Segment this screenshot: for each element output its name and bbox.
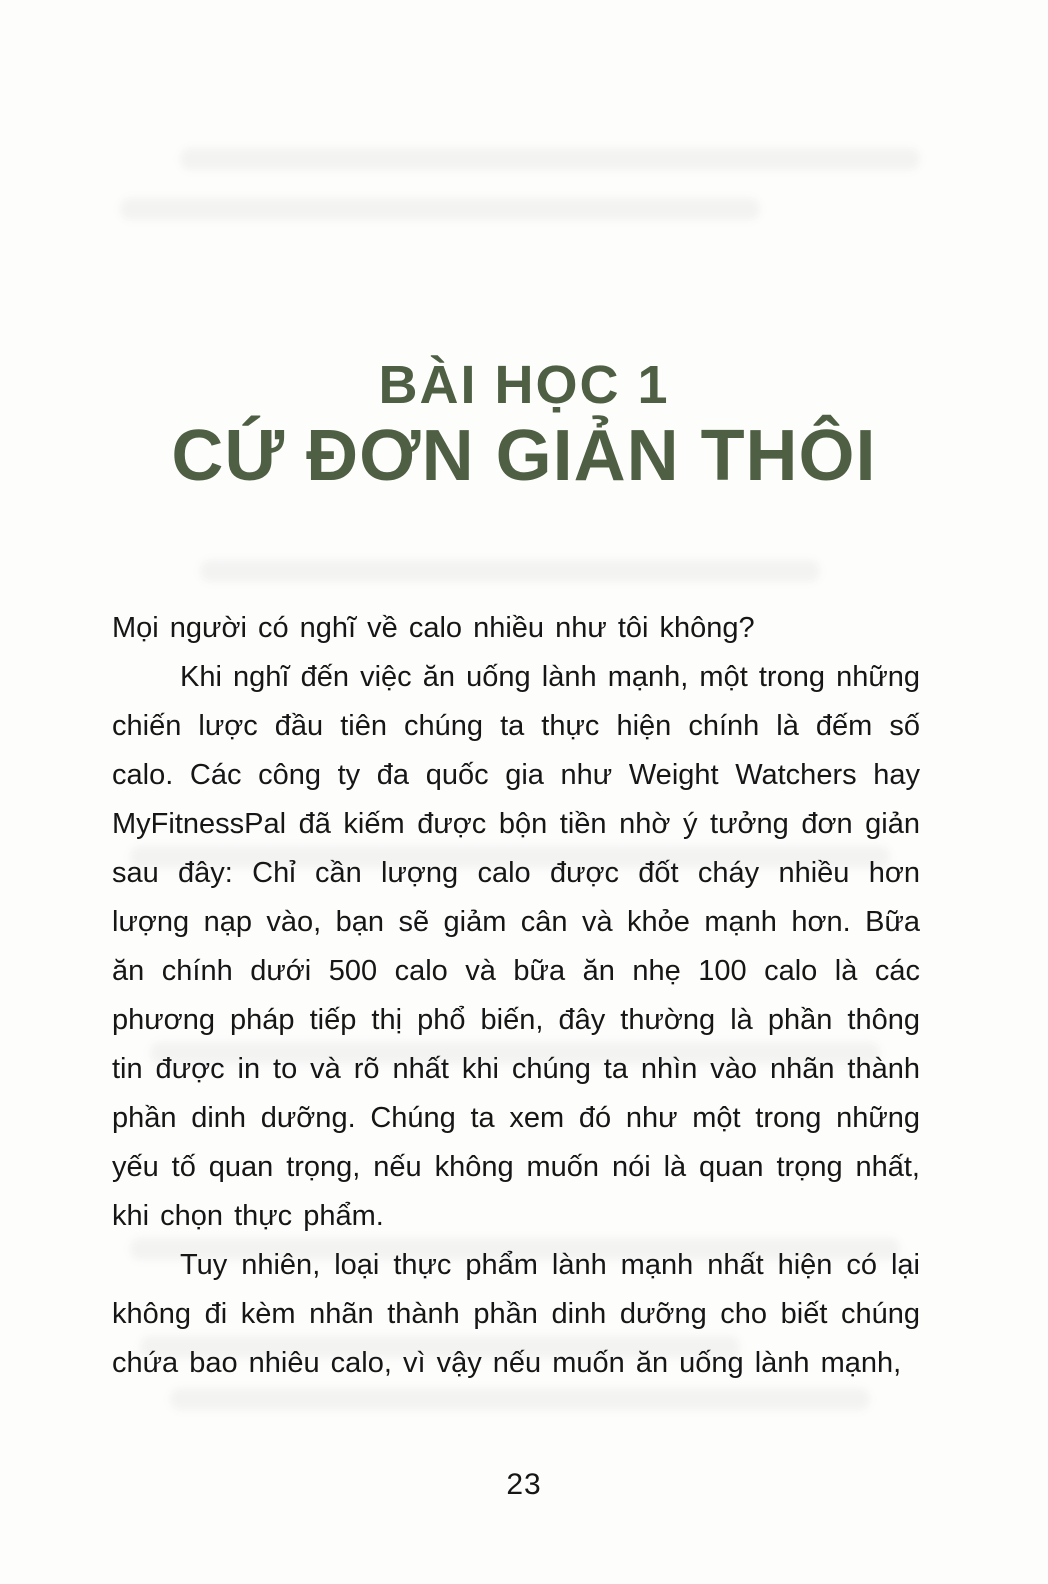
- paragraph: Tuy nhiên, loại thực phẩm lành mạnh nhất hiện có lại không đi kèm nhãn thành phần dinh dưỡng cho biết chúng chứa bao nhiêu calo, vì vậy nếu muốn ăn uống lành mạnh,: [112, 1249, 920, 1379]
- body-text: [112, 604, 920, 1388]
- paragraph: Mọi người có nghĩ về calo nhiều như tôi không?: [112, 612, 755, 644]
- page-number: 23: [506, 1468, 542, 1501]
- chapter-title: [0, 356, 1048, 496]
- paragraph: Khi nghĩ đến việc ăn uống lành mạnh, một trong những chiến lược đầu tiên chúng ta thực hiện chính là đếm số calo. Các công ty đa quốc gia như Weight Watchers hay MyFitnessPal đã kiếm được bộn tiền nhờ ý tưởng đơn giản sau đây: Chỉ cần lượng calo được đốt cháy nhiều hơn lượng nạp vào, bạn sẽ giảm cân và khỏe mạnh hơn. Bữa ăn chính dưới 500 calo và bữa ăn nhẹ 100 calo là các phương pháp tiếp thị phổ biến, đây thường là phần thông tin được in to và rõ nhất khi chúng ta nhìn vào nhãn thành phần dinh dưỡng. Chúng ta xem đó như một trong những yếu tố quan trọng, nếu không muốn nói là quan trọng nhất, khi chọn thực phẩm.: [112, 661, 920, 1232]
- chapter-title-lesson-number: BÀI HỌC 1: [378, 355, 670, 415]
- chapter-title-text: CỨ ĐƠN GIẢN THÔI: [171, 416, 877, 497]
